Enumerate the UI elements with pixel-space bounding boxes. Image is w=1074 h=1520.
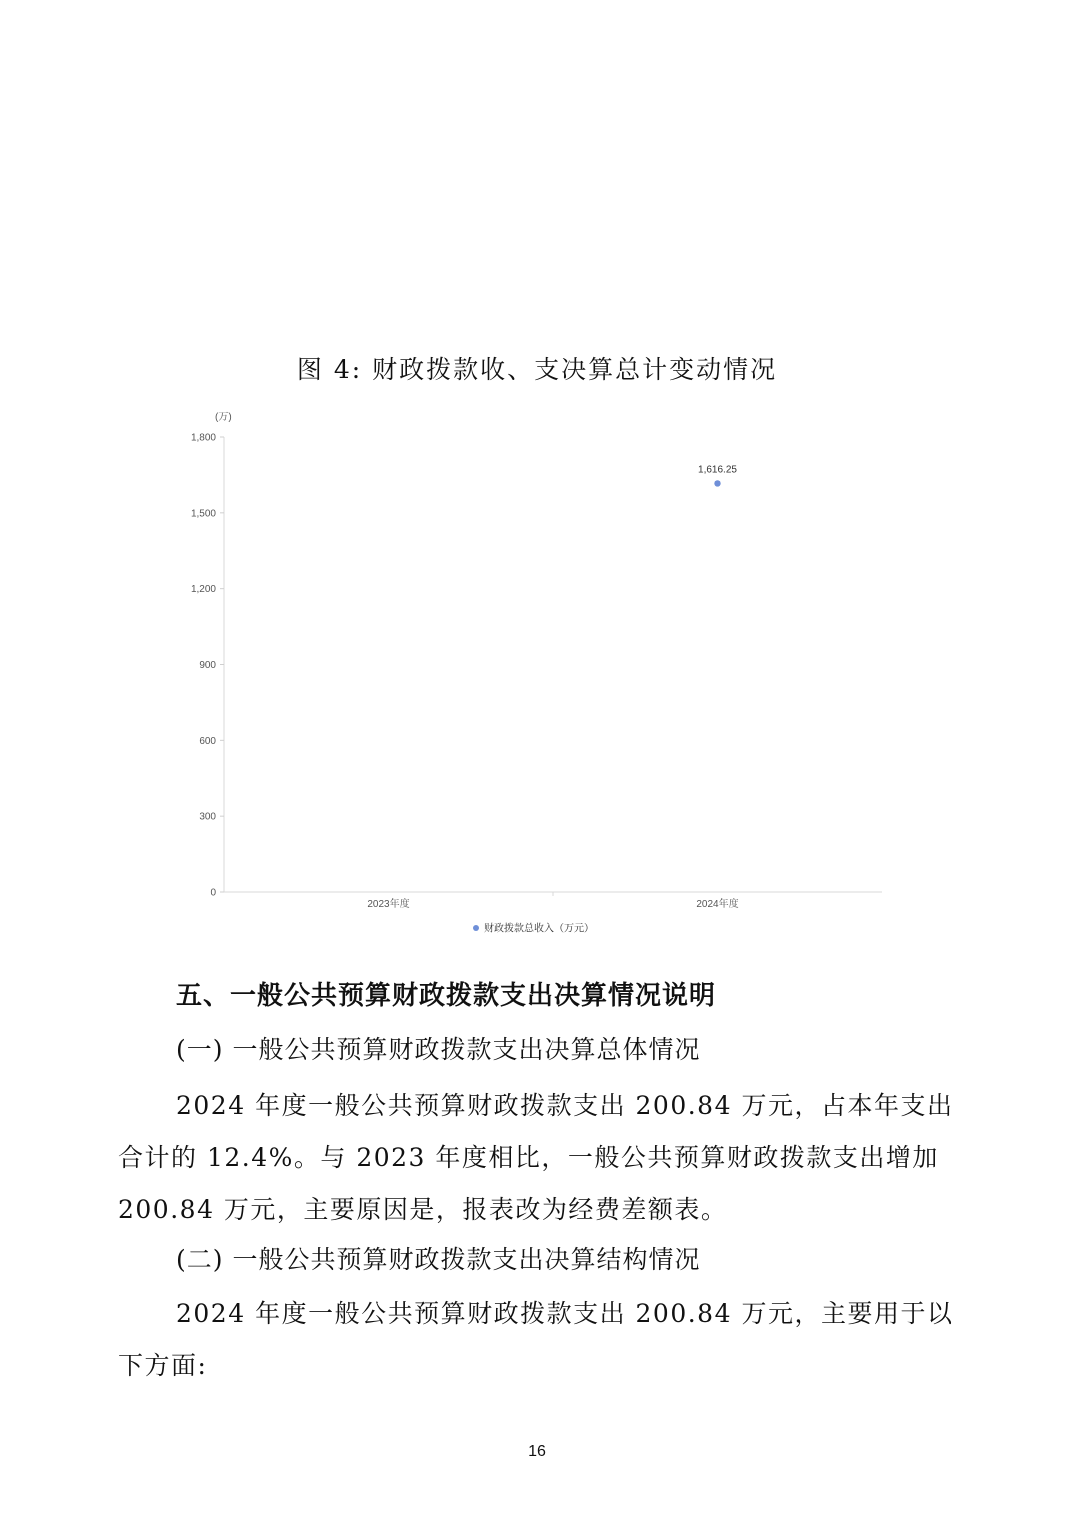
x-category-label: 2024年度 bbox=[696, 899, 739, 910]
page-number: 16 bbox=[528, 1443, 546, 1460]
x-category-label: 2023年度 bbox=[367, 899, 410, 910]
y-tick-label: 1,800 bbox=[190, 432, 216, 444]
y-tick-label: 900 bbox=[199, 660, 216, 671]
figure-title: 图 4: 财政拨款收、支决算总计变动情况 bbox=[296, 355, 778, 384]
subsection-heading-1: (一) 一般公共预算财政拨款支出决算总体情况 bbox=[176, 1035, 701, 1064]
subsection-heading-2: (二) 一般公共预算财政拨款支出决算结构情况 bbox=[176, 1245, 701, 1274]
y-tick-label: 300 bbox=[199, 811, 216, 823]
data-label: 1,616.25 bbox=[698, 464, 737, 476]
section-heading: 五、一般公共预算财政拨款支出决算情况说明 bbox=[176, 981, 717, 1011]
legend-marker bbox=[473, 925, 479, 931]
y-tick-label: 1,200 bbox=[190, 584, 216, 596]
y-tick-label: 1,500 bbox=[190, 508, 216, 520]
paragraph-2: 2024 年度一般公共预算财政拨款支出 200.84 万元，主要用于以下方面: bbox=[118, 1299, 954, 1380]
y-axis-unit-label: (万) bbox=[215, 412, 232, 423]
data-point[interactable] bbox=[714, 480, 720, 486]
legend-label: 财政拨款总收入（万元） bbox=[484, 923, 594, 935]
y-tick-label: 600 bbox=[199, 735, 216, 747]
y-tick-label: 0 bbox=[210, 887, 216, 899]
paragraph-1: 2024 年度一般公共预算财政拨款支出 200.84 万元，占本年支出合计的 12.4%。与 2023 年度相比，一般公共预算财政拨款支出增加 200.84 万元，主要原因是，报表改为经费差额表。 bbox=[118, 1091, 954, 1224]
